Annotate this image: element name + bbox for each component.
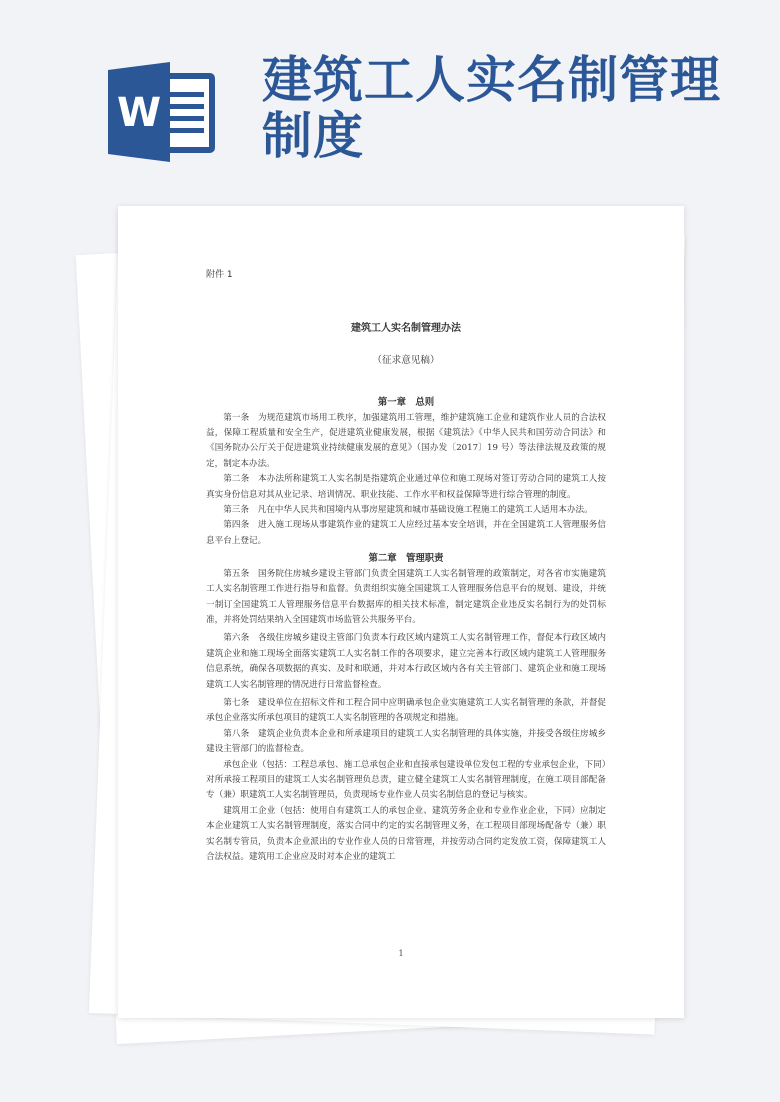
article-paragraph: 第四条 进入施工现场从事建筑作业的建筑工人应经过基本安全培训，并在全国建筑工人管理服务信息平台上登记。 [206,520,606,546]
article-paragraph: 第五条 国务院住房城乡建设主管部门负责全国建筑工人实名制管理的政策制定，对各省市实施建筑工人实名制管理工作进行指导和监督。负责组织实施全国建筑工人管理服务信息平台的规划、建设，并统一制订全国建筑工人管理服务信息平台数据库的相关技术标准，制定建筑企业违反实名制行为的处罚标准，并将处罚结果纳入全国建筑市场监管公共服务平台。 [206,568,606,625]
page-number: 1 [398,949,404,958]
banner-header [0,0,780,200]
word-icon-letter: W [116,90,162,136]
article-paragraph: 承包企业（包括：工程总承包、施工总承包企业和直接承包建设单位发包工程的专业承包企业，下同）对所承接工程项目的建筑工人实名制管理负总责，建立健全建筑工人实名制管理制度，在施工项目部配备专（兼）职建筑工人实名制管理员，负责现场专业作业人员实名制信息的登记与核实。 [206,759,606,801]
annex-label: 附件 1 [206,270,233,280]
chapter-heading: 第二章 管理职责 [368,553,444,565]
article-paragraph: 第三条 凡在中华人民共和国境内从事房屋建筑和城市基础设施工程施工的建筑工人适用本办法。 [223,505,593,516]
document-page [118,206,684,1018]
article-paragraph: 第二条 本办法所称建筑工人实名制是指建筑企业通过单位和施工现场对签订劳动合同的建筑工人按真实身份信息对其从业记录、培训情况、职业技能、工作水平和权益保障等进行综合管理的制度。 [206,474,606,500]
document-title: 建筑工人实名制管理办法 [351,323,461,335]
article-paragraph: 第八条 建筑企业负责本企业和所承建项目的建筑工人实名制管理的具体实施，并接受各级住房城乡建设主管部门的监督检查。 [206,728,606,755]
chapter-heading: 第一章 总则 [377,397,435,409]
word-document-icon [108,62,216,162]
document-content [206,268,606,865]
article-paragraph: 第六条 各级住房城乡建设主管部门负责本行政区域内建筑工人实名制管理工作，督促本行政区域内建筑企业和施工现场全面落实建筑工人实名制工作的各项要求，建立完善本行政区域内建筑工人管理服务信息系统，确保各项数据的真实、及时和联通，并对本行政区域内各有关主管部门、建筑企业和施工现场建筑工人实名制管理的情况进行日常监督检查。 [206,633,606,690]
article-paragraph: 建筑用工企业（包括：使用自有建筑工人的承包企业、建筑劳务企业和专业作业企业，下同）应制定本企业建筑工人实名制管理制度，落实合同中约定的实名制管理义务，在工程项目部现场配备专（兼）职实名制专管员，负责本企业派出的专业作业人员的日常管理，并按劳动合同约定发放工资，保障建筑工人合法权益。建筑用工企业应及时对本企业的建筑工 [206,805,606,862]
article-paragraph: 第七条 建设单位在招标文件和工程合同中应明确承包企业实施建筑工人实名制管理的条款，并督促承包企业落实所承包项目的建筑工人实名制管理的各项规定和措施。 [206,697,606,724]
page-title: 建筑工人实名制管理制度 [262,51,721,165]
document-subtitle: （征求意见稿） [372,354,440,366]
article-paragraph: 第一条 为规范建筑市场用工秩序，加强建筑用工管理，维护建筑施工企业和建筑作业人员的合法权益，保障工程质量和安全生产，促进建筑业健康发展，根据《建筑法》《中华人民共和国劳动合同法》和《国务院办公厅关于促进建筑业持续健康发展的意见》（国办发〔2017〕19 号）等法律法规及政策的规定，制定本办法。 [206,412,606,469]
